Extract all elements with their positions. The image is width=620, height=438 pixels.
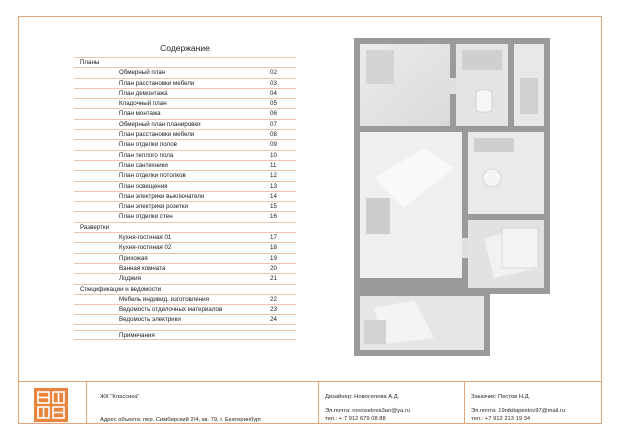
toc-item-page: 08 (270, 131, 277, 139)
toc-item-label: План теплого пола (119, 151, 174, 159)
toc-item-page: 09 (270, 141, 277, 149)
toc-item-page: 03 (270, 79, 277, 87)
toc-item[interactable] (74, 273, 296, 283)
toc-item-label: Кухня-гостиная 02 (119, 244, 172, 252)
toc-item-page: 13 (270, 182, 277, 190)
toc-item[interactable] (74, 78, 296, 88)
toc-item-label: Обмерный план планировки (119, 120, 201, 128)
toc-item[interactable] (74, 314, 296, 324)
toc-section (74, 284, 296, 294)
toc-item-page: 15 (270, 203, 277, 211)
toc-item[interactable] (74, 119, 296, 129)
toc-item[interactable] (74, 304, 296, 314)
toc-item-label: План освещения (119, 182, 168, 190)
toc-item[interactable] (74, 88, 296, 98)
toc-item-label: Лоджия (119, 275, 141, 283)
toc-item[interactable] (74, 263, 296, 273)
toc-section-title: Спецификации и ведомости (80, 285, 162, 293)
toc-item-page: 18 (270, 244, 277, 252)
project-name: ЖК "Классика" (100, 394, 140, 400)
toc-item-page: 21 (270, 275, 277, 283)
toc-item-label: Ведомость отделочных материалов (119, 306, 223, 314)
toc-item-label: Мебель индивид. изготовления (119, 295, 209, 303)
toc-item[interactable] (74, 232, 296, 242)
toc-notes[interactable] (74, 330, 296, 340)
toc-item-page: 14 (270, 192, 277, 200)
toc-item-page: 04 (270, 89, 277, 97)
toc-item-label: План расстановки мебели (119, 131, 195, 139)
toc-item[interactable] (74, 170, 296, 180)
toc-item-label: План сантехники (119, 161, 168, 169)
toc-item[interactable] (74, 139, 296, 149)
designer-name: Дизайнер: Новоселова А.Д. (325, 394, 400, 400)
toc-item-label: Прихожая (119, 254, 148, 262)
toc-item-label: План отделки стен (119, 213, 173, 221)
toc-item-page: 02 (270, 69, 277, 77)
toc-item[interactable] (74, 108, 296, 118)
toc-item-page: 24 (270, 316, 277, 324)
toc-item-label: Кладочный план (119, 100, 167, 108)
toc-item[interactable] (74, 160, 296, 170)
toc-section (74, 222, 296, 232)
toc-section-title: Планы (80, 59, 100, 66)
toc-item[interactable] (74, 294, 296, 304)
toc-item-page: 06 (270, 110, 277, 118)
toc-item-page: 11 (270, 161, 277, 169)
logo-icon (34, 388, 68, 422)
floor-plan-image (354, 38, 550, 356)
toc-section-title: Развертки (80, 223, 110, 231)
toc-item-label: План расстановки мебели (119, 79, 195, 87)
toc-item-label: План монтажа (119, 110, 161, 118)
toc-item-page: 10 (270, 151, 277, 159)
toc-item-label: Ведомость электрики (119, 316, 181, 324)
toc-item-page: 22 (270, 295, 277, 303)
toc-item[interactable] (74, 67, 296, 77)
toc-item[interactable] (74, 253, 296, 263)
client-email[interactable]: Эл.почта: 19nikitapestov97@mail.ru (471, 408, 566, 414)
toc-item-page: 12 (270, 172, 277, 180)
toc-section (74, 57, 296, 67)
toc-item-label: План отделки полов (119, 141, 177, 149)
toc-item[interactable] (74, 181, 296, 191)
toc-title: Содержание (160, 43, 210, 53)
client-phone[interactable]: тел.: +7 912 213 19 34 (471, 416, 531, 422)
toc-item-page: 20 (270, 264, 277, 272)
designer-phone[interactable]: тел.: + 7 912 679 08 88 (325, 416, 386, 422)
toc-item[interactable] (74, 129, 296, 139)
toc-item[interactable] (74, 242, 296, 252)
toc-item[interactable] (74, 150, 296, 160)
designer-email[interactable]: Эл.почта: novoselova3an@ya.ru (325, 408, 411, 414)
toc-item[interactable] (74, 98, 296, 108)
client-name: Заказчик: Пестов Н.Д. (471, 394, 531, 400)
toc-item-page: 23 (270, 306, 277, 314)
toc-item-page: 17 (270, 234, 277, 242)
toc-item-label: Обмерный план (119, 69, 166, 77)
toc-item[interactable] (74, 191, 296, 201)
toc-item-label: План демонтажа (119, 89, 168, 97)
toc-item-page: 07 (270, 120, 277, 128)
toc-item-label: Ванная комната (119, 264, 166, 272)
toc-item-label: Кухня-гостиная 01 (119, 234, 172, 242)
footer-divider (464, 381, 465, 424)
toc-item-page: 19 (270, 254, 277, 262)
table-of-contents (74, 40, 296, 340)
toc-item-label: План электрики розетки (119, 203, 188, 211)
project-address: Адрес объекта: пер. Симбирский 2/4, кв. 79, г. Екатеринбург (100, 417, 262, 423)
toc-item[interactable] (74, 201, 296, 211)
footer-divider (318, 381, 319, 424)
toc-item-page: 16 (270, 213, 277, 221)
footer-divider (86, 381, 87, 424)
toc-item-label: План отделки потолков (119, 172, 186, 180)
toc-item[interactable] (74, 211, 296, 221)
toc-item-label: План электрики выключатели (119, 192, 205, 200)
toc-notes-label: Примечания (119, 331, 155, 339)
toc-item-page: 05 (270, 100, 277, 108)
